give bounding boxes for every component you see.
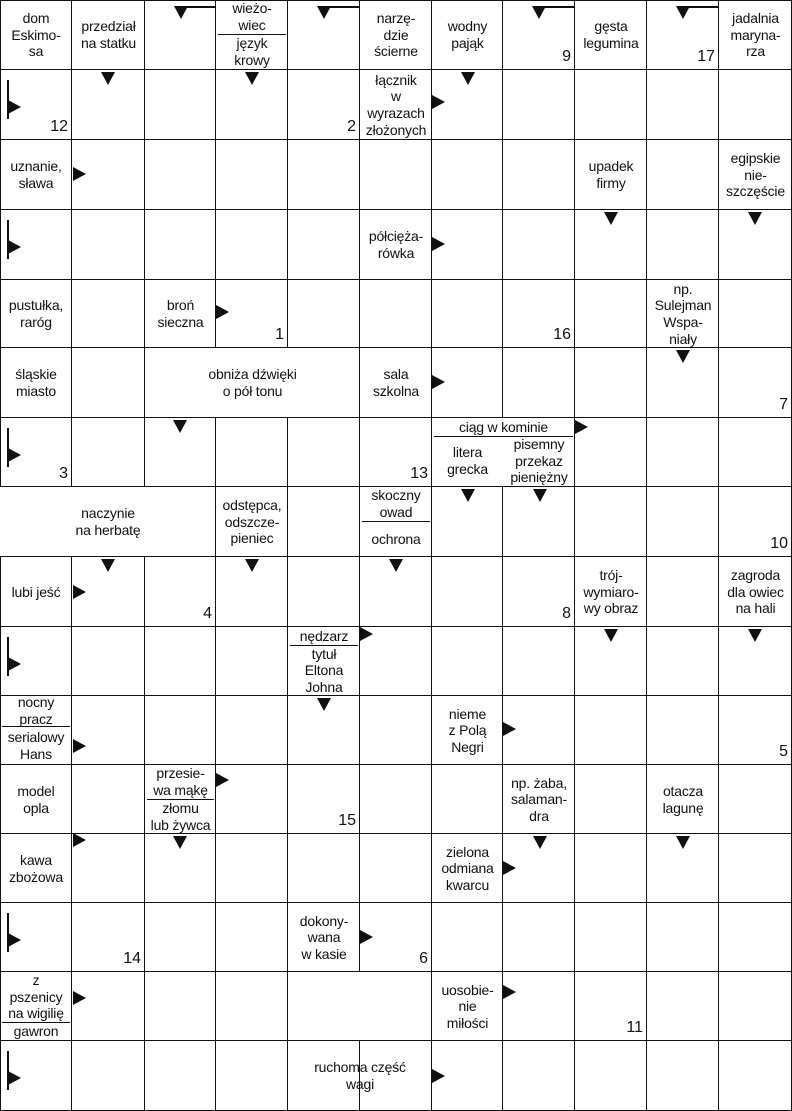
- clue-text: [721, 557, 790, 627]
- clue-line: model: [17, 782, 55, 799]
- clue-line: z: [32, 972, 40, 989]
- clue-line: język: [236, 35, 268, 52]
- arrow-right-icon: [360, 930, 373, 944]
- clue-line: w: [391, 88, 401, 105]
- clue-text: [2, 0, 70, 70]
- clue-line: pieniec: [230, 530, 274, 547]
- arrow-right-icon: [8, 100, 21, 114]
- solution-number: 12: [50, 118, 68, 135]
- grid-cell[interactable]: [288, 140, 360, 210]
- clue-line: rza: [746, 43, 765, 60]
- clue-line: wa mąkę: [153, 782, 208, 798]
- grid-cell[interactable]: [432, 140, 503, 210]
- clue-text: [577, 140, 645, 210]
- grid-cell[interactable]: [216, 903, 288, 972]
- clue-text: [2, 1022, 70, 1041]
- clue-line: szkolna: [372, 383, 420, 399]
- clue-text: [434, 418, 573, 437]
- clue-line: nieme: [448, 705, 487, 722]
- clue-text: [147, 348, 358, 418]
- arrow-right-icon: [503, 985, 516, 999]
- grid-cell[interactable]: [503, 210, 575, 280]
- clue-text: [362, 70, 430, 140]
- grid-cell[interactable]: [288, 557, 360, 627]
- solution-number: 6: [419, 950, 428, 967]
- grid-cell[interactable]: [575, 903, 647, 972]
- arrow-right-icon: [575, 420, 588, 434]
- clue-text: [2, 834, 70, 903]
- grid-cell[interactable]: [647, 210, 719, 280]
- clue-line: egipskie: [730, 150, 781, 167]
- arrow-right-icon: [8, 933, 21, 947]
- clue-line: litera: [452, 444, 483, 461]
- clue-text: [721, 0, 790, 70]
- arrow-right-icon: [73, 991, 86, 1005]
- grid-cell[interactable]: [503, 1041, 575, 1111]
- clue-line: serialowy: [7, 728, 65, 745]
- clue-text: [2, 557, 70, 627]
- clue-text: [74, 0, 143, 70]
- clue-line: uznanie,: [10, 158, 62, 175]
- grid-cell[interactable]: [145, 903, 216, 972]
- solution-number: 15: [338, 812, 356, 829]
- clue-text: [362, 521, 430, 557]
- grid-cell[interactable]: [647, 487, 719, 557]
- grid-cell[interactable]: [647, 557, 719, 627]
- clue-text: [505, 436, 573, 486]
- grid-cell[interactable]: [575, 487, 647, 557]
- clue-line: lagunę: [662, 799, 704, 816]
- clue-line: np.: [673, 280, 693, 297]
- clue-line: zielona: [446, 843, 489, 860]
- clue-line: obniża dźwięki: [208, 366, 297, 383]
- clue-line: półcięża-: [368, 228, 424, 245]
- clue-line: ruchoma część: [314, 1059, 406, 1076]
- arrow-right-icon: [432, 95, 445, 109]
- clue-text: [2, 348, 70, 418]
- clue-text: [218, 487, 286, 557]
- clue-line: sieczna: [157, 314, 204, 330]
- solution-number: 9: [562, 48, 571, 65]
- arrow-down-icon: [748, 212, 762, 225]
- clue-line: ciąg w kominie: [458, 418, 548, 435]
- arrow-down-icon: [676, 6, 690, 19]
- clue-line: miasto: [15, 383, 57, 399]
- grid-cell[interactable]: [647, 903, 719, 972]
- solution-number: 10: [770, 535, 788, 552]
- clue-line: jadalnia: [732, 10, 779, 27]
- clue-line: wymiaro-: [583, 583, 639, 600]
- clue-line: otacza: [662, 782, 704, 799]
- clue-text: [434, 696, 501, 765]
- arrow-down-icon: [101, 559, 115, 572]
- clue-text: [362, 210, 430, 280]
- clue-line: maryna-: [730, 26, 781, 43]
- grid-cell[interactable]: [288, 210, 360, 280]
- clue-line: sława: [18, 175, 54, 191]
- clue-line: wagi: [345, 1076, 374, 1092]
- grid-cell[interactable]: [719, 834, 792, 903]
- arrow-right-icon: [503, 861, 516, 875]
- solution-number: 16: [553, 326, 571, 343]
- clue-text: [434, 0, 501, 70]
- clue-line: zagroda: [730, 567, 781, 584]
- grid-cell[interactable]: [72, 765, 145, 834]
- grid-cell[interactable]: [719, 280, 792, 348]
- clue-line: tytuł: [311, 645, 337, 662]
- grid-cell[interactable]: [503, 348, 575, 418]
- grid-cell[interactable]: [72, 972, 145, 1041]
- clue-line: owad: [379, 504, 413, 520]
- grid-cell[interactable]: [719, 418, 792, 487]
- clue-line: pieniężny: [510, 469, 568, 486]
- grid-cell[interactable]: [145, 1041, 216, 1111]
- arrow-right-icon: [73, 833, 86, 847]
- clue-text: [434, 834, 501, 903]
- grid-cell[interactable]: [432, 557, 503, 627]
- arrow-down-icon: [245, 72, 259, 85]
- grid-cell[interactable]: [647, 627, 719, 696]
- clue-line: przekaz: [515, 452, 563, 469]
- clue-line: nie-: [744, 166, 767, 183]
- grid-cell[interactable]: [72, 348, 145, 418]
- grid-cell[interactable]: [503, 140, 575, 210]
- clue-line: zbożowa: [9, 868, 63, 885]
- clue-line: przesie-: [156, 765, 205, 782]
- arrow-right-icon: [432, 375, 445, 389]
- clue-text: [577, 0, 645, 70]
- clue-line: rówka: [377, 245, 415, 261]
- clue-text: [290, 627, 358, 646]
- grid-cell[interactable]: [72, 210, 145, 280]
- clue-line: łącznik: [375, 71, 417, 88]
- clue-line: pisemny: [513, 436, 565, 453]
- clue-line: kwarcu: [445, 876, 490, 893]
- grid-cell[interactable]: [216, 140, 288, 210]
- solution-number: 1: [275, 326, 284, 343]
- grid-cell[interactable]: [72, 696, 145, 765]
- solution-number: 3: [59, 465, 68, 482]
- clue-line: odstępca,: [222, 497, 282, 514]
- clue-text: [505, 765, 573, 834]
- clue-line: ochrona: [371, 530, 421, 547]
- clue-line: na herbatę: [75, 522, 141, 538]
- clue-line: Eltona: [304, 662, 344, 679]
- clue-line: uosobie-: [441, 981, 494, 998]
- arrow-right-icon: [216, 305, 229, 319]
- arrow-down-icon: [101, 72, 115, 85]
- arrow-down-icon: [533, 836, 547, 849]
- grid-cell[interactable]: [145, 70, 216, 140]
- clue-line: Eskimo-: [11, 26, 61, 43]
- grid-cell[interactable]: [216, 834, 288, 903]
- clue-line: szczęście: [726, 183, 785, 200]
- arrow-down-icon: [317, 6, 331, 19]
- clue-line: pszenicy: [9, 988, 63, 1005]
- clue-line: nie: [458, 998, 477, 1015]
- clue-line: nocny: [17, 694, 55, 711]
- clue-line: dom: [22, 10, 50, 27]
- clue-line: przedział: [81, 18, 136, 35]
- clue-line: wyrazach: [367, 105, 425, 121]
- grid-cell[interactable]: [575, 834, 647, 903]
- grid-cell[interactable]: [503, 70, 575, 140]
- clue-text: [218, 34, 286, 70]
- clue-line: Negri: [451, 738, 484, 755]
- clue-line: Wspa-: [663, 314, 703, 330]
- grid-cell[interactable]: [432, 765, 503, 834]
- clue-line: wiec: [238, 17, 266, 33]
- clue-line: opla: [23, 799, 49, 816]
- clue-line: w kasie: [301, 945, 347, 962]
- arrow-right-icon: [73, 167, 86, 181]
- arrow-right-icon: [8, 657, 21, 671]
- solution-number: 8: [562, 605, 571, 622]
- clue-text: [649, 280, 717, 348]
- solution-number: 2: [347, 118, 356, 135]
- grid-cell[interactable]: [575, 696, 647, 765]
- arrow-down-icon: [389, 559, 403, 572]
- clue-line: legumina: [583, 35, 639, 51]
- clue-text: [362, 0, 430, 70]
- clue-text: [2, 280, 70, 348]
- clue-text: [290, 903, 358, 972]
- clue-text: [2, 696, 70, 727]
- clue-line: złomu: [162, 799, 199, 816]
- grid-cell[interactable]: [216, 627, 288, 696]
- clue-line: trój-: [599, 567, 623, 584]
- arrow-right-icon: [503, 722, 516, 736]
- arrow-right-icon: [73, 585, 86, 599]
- grid-cell[interactable]: [719, 1041, 792, 1111]
- grid-cell[interactable]: [145, 696, 216, 765]
- clue-line: Sulejman: [654, 297, 712, 314]
- clue-line: lub żywca: [150, 816, 211, 833]
- clue-line: dzie: [383, 26, 409, 43]
- clue-text: [721, 140, 790, 210]
- grid-cell[interactable]: [216, 972, 288, 1041]
- grid-cell[interactable]: [575, 280, 647, 348]
- clue-text: [290, 645, 358, 696]
- clue-text: [147, 765, 214, 800]
- grid-cell[interactable]: [575, 1041, 647, 1111]
- grid-cell[interactable]: [145, 210, 216, 280]
- grid-cell[interactable]: [432, 627, 503, 696]
- grid-cell[interactable]: [647, 1041, 719, 1111]
- clue-text: [218, 0, 286, 35]
- grid-cell[interactable]: [575, 765, 647, 834]
- solution-number: 13: [410, 465, 428, 482]
- clue-text: [147, 799, 214, 834]
- clue-line: pająk: [451, 35, 484, 51]
- clue-line: na hali: [735, 600, 776, 617]
- clue-text: [2, 487, 214, 557]
- clue-text: [2, 726, 70, 765]
- grid-cell[interactable]: [72, 280, 145, 348]
- grid-cell[interactable]: [360, 765, 432, 834]
- grid-cell[interactable]: [145, 140, 216, 210]
- clue-line: wodny: [447, 18, 488, 35]
- clue-line: na wigilię: [8, 1005, 64, 1022]
- grid-cell[interactable]: [72, 1041, 145, 1111]
- grid-cell[interactable]: [719, 765, 792, 834]
- grid-cell[interactable]: [503, 903, 575, 972]
- solution-number: 14: [123, 950, 141, 967]
- clue-line: np. żaba,: [511, 774, 567, 791]
- clue-line: narzę-: [376, 10, 416, 27]
- arrow-down-icon: [245, 559, 259, 572]
- arrow-down-icon: [533, 489, 547, 502]
- grid-cell[interactable]: [575, 348, 647, 418]
- grid-cell[interactable]: [216, 418, 288, 487]
- clue-line: odmiana: [441, 860, 494, 877]
- arrow-right-icon: [432, 1069, 445, 1083]
- arrow-down-icon: [676, 836, 690, 849]
- clue-line: dra: [529, 807, 549, 824]
- arrow-down-icon: [604, 629, 618, 642]
- clue-line: niały: [669, 330, 697, 347]
- grid-cell[interactable]: [360, 140, 432, 210]
- grid-cell[interactable]: [216, 1041, 288, 1111]
- clue-line: Johna: [305, 678, 343, 695]
- clue-line: skoczny: [371, 487, 421, 504]
- clue-line: dokony-: [299, 912, 349, 929]
- grid-cell[interactable]: [647, 418, 719, 487]
- arrow-right-icon: [216, 773, 229, 787]
- arrow-down-icon: [604, 212, 618, 225]
- clue-text: [2, 765, 70, 834]
- clue-line: gęsta: [594, 18, 628, 35]
- grid-cell[interactable]: [432, 280, 503, 348]
- grid-cell[interactable]: [288, 280, 360, 348]
- clue-line: wieżo-: [232, 0, 272, 17]
- grid-cell[interactable]: [288, 834, 360, 903]
- arrow-down-icon: [461, 72, 475, 85]
- clue-line: pustułka,: [8, 297, 64, 314]
- clue-line: złożonych: [365, 121, 427, 138]
- clue-line: dla owiec: [727, 583, 784, 600]
- clue-line: kawa: [20, 851, 52, 868]
- grid-cell[interactable]: [647, 140, 719, 210]
- clue-line: z Polą: [448, 722, 487, 739]
- grid-cell[interactable]: [719, 972, 792, 1041]
- solution-number: 7: [779, 396, 788, 413]
- solution-number: 4: [203, 605, 212, 622]
- grid-cell[interactable]: [288, 487, 360, 557]
- arrow-down-icon: [174, 6, 188, 19]
- grid-cell[interactable]: [72, 627, 145, 696]
- solution-number: 11: [626, 1019, 643, 1036]
- clue-line: miłości: [446, 1014, 489, 1031]
- arrow-down-icon: [676, 350, 690, 363]
- clue-line: salaman-: [511, 791, 567, 808]
- clue-text: [362, 487, 430, 522]
- clue-line: gawron: [13, 1023, 59, 1040]
- clue-line: pracz: [19, 711, 53, 727]
- clue-line: sala: [383, 366, 409, 383]
- arrow-right-icon: [8, 240, 21, 254]
- clue-line: naczynie: [81, 505, 135, 522]
- arrow-down-icon: [532, 6, 546, 19]
- grid-cell[interactable]: [288, 418, 360, 487]
- clue-line: na statku: [80, 35, 136, 51]
- clue-text: [362, 348, 430, 418]
- arrow-right-icon: [8, 448, 21, 462]
- clue-line: śląskie: [15, 366, 57, 383]
- clue-line: firmy: [596, 175, 626, 191]
- grid-cell[interactable]: [360, 834, 432, 903]
- arrow-right-icon: [360, 627, 373, 641]
- grid-cell[interactable]: [145, 972, 216, 1041]
- grid-cell[interactable]: [503, 627, 575, 696]
- clue-line: lubi jeść: [11, 583, 61, 600]
- grid-cell[interactable]: [647, 972, 719, 1041]
- clue-text: [434, 436, 501, 486]
- clue-line: broń: [166, 297, 195, 314]
- clue-line: raróg: [20, 314, 52, 330]
- solution-number: 17: [697, 48, 715, 65]
- arrow-down-icon: [748, 629, 762, 642]
- clue-line: krowy: [234, 52, 270, 68]
- arrow-down-icon: [317, 698, 331, 711]
- clue-text: [147, 280, 214, 348]
- grid-cell[interactable]: [647, 696, 719, 765]
- clue-text: [434, 972, 501, 1041]
- clue-text: [649, 765, 717, 834]
- grid-cell[interactable]: [216, 210, 288, 280]
- arrow-down-icon: [461, 489, 475, 502]
- grid-cell[interactable]: [360, 696, 432, 765]
- grid-cell[interactable]: [719, 70, 792, 140]
- arrow-right-icon: [432, 237, 445, 251]
- clue-line: Hans: [20, 745, 52, 762]
- grid-cell[interactable]: [145, 627, 216, 696]
- grid-cell[interactable]: [719, 903, 792, 972]
- clue-line: odszcze-: [224, 513, 280, 530]
- solution-number: 5: [779, 743, 788, 760]
- arrow-down-icon: [173, 836, 187, 849]
- grid-cell[interactable]: [647, 70, 719, 140]
- clue-line: wy obraz: [583, 600, 639, 617]
- arrow-right-icon: [8, 1071, 21, 1085]
- clue-line: grecka: [447, 461, 488, 477]
- grid-cell[interactable]: [216, 696, 288, 765]
- clue-text: [2, 140, 70, 210]
- grid-cell[interactable]: [575, 70, 647, 140]
- grid-cell[interactable]: [432, 903, 503, 972]
- grid-cell[interactable]: [360, 280, 432, 348]
- arrow-down-icon: [173, 420, 187, 433]
- clue-text: [290, 1041, 430, 1111]
- grid-cell[interactable]: [503, 972, 575, 1041]
- clue-line: nędzarz: [299, 627, 349, 644]
- clue-line: wana: [307, 929, 341, 946]
- merged-clue-ruchoma: [288, 972, 432, 1041]
- clue-line: o pół tonu: [222, 383, 283, 399]
- clue-line: ścierne: [374, 43, 418, 60]
- clue-text: [577, 557, 645, 627]
- grid-cell[interactable]: [72, 418, 145, 487]
- clue-line: sa: [28, 43, 44, 60]
- clue-text: [2, 972, 70, 1023]
- clue-line: upadek: [588, 158, 634, 175]
- arrow-right-icon: [73, 739, 86, 753]
